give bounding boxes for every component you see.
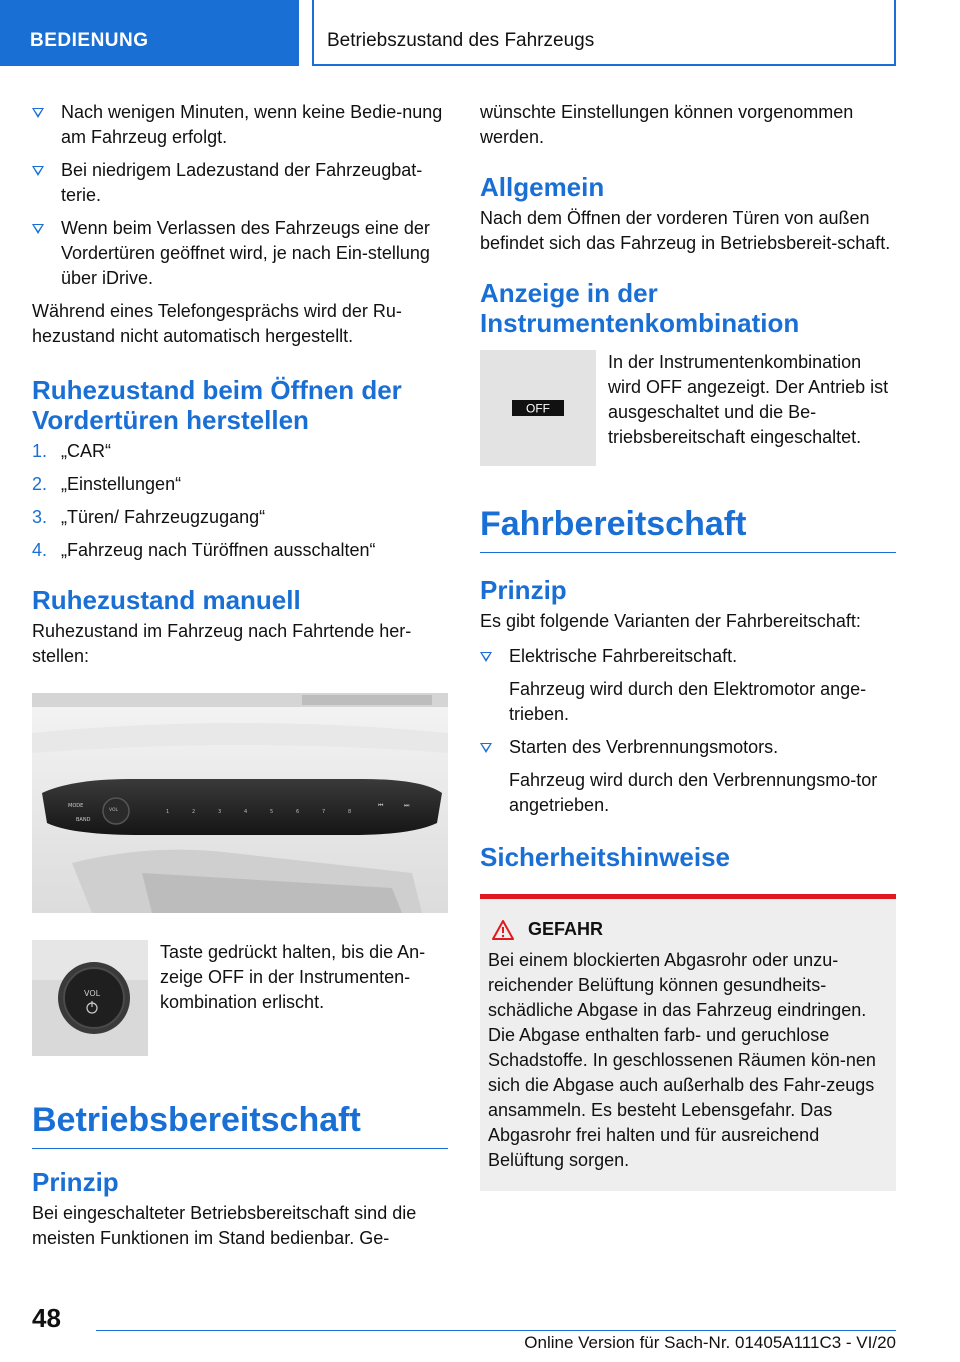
continued-text: wünschte Einstellungen können vorgenommen werden.	[480, 102, 854, 147]
heading-allgemein: Allgemein	[480, 172, 605, 202]
list-item: Elektrische Fahrbereitschaft. Fahrzeug wird durch den Elektromotor ange-trieben.	[480, 644, 896, 727]
warning-triangle-icon	[492, 920, 514, 940]
step-item: 3. „Türen/ Fahrzeugzugang“	[32, 507, 266, 527]
heading-open-doors: Ruhezustand beim Öffnen der Vordertüren herstellen	[32, 375, 402, 435]
mode-label: MODE	[68, 803, 84, 809]
prinzip-right-text: Es gibt folgende Varianten der Fahrbereitschaft:	[480, 611, 861, 631]
vol-button-photo	[32, 940, 148, 1056]
off-display-image	[480, 350, 596, 466]
danger-title: GEFAHR	[488, 919, 888, 940]
skip-back-icon: ⏮	[378, 803, 384, 809]
heading-betriebsbereitschaft: Betriebsbereitschaft	[32, 1100, 448, 1149]
right-column	[480, 100, 896, 1191]
vol-text: VOL	[84, 989, 101, 998]
bullet-triangle-icon	[480, 743, 492, 753]
button-caption: Taste gedrückt halten, bis die An-zeige OFF in der Instrumenten-kombination erlischt.	[160, 942, 426, 1012]
left-column	[32, 100, 448, 1257]
svg-text:7: 7	[322, 809, 326, 815]
heading-sicherheit: Sicherheitshinweise	[480, 842, 730, 872]
danger-box	[480, 894, 896, 1191]
bullet-triangle-icon	[32, 166, 44, 176]
bullet-triangle-icon	[32, 108, 44, 118]
page-number: 48	[32, 1303, 61, 1333]
list-item: Nach wenigen Minuten, wenn keine Bedie-nung am Fahrzeug erfolgt.	[32, 100, 448, 150]
allgemein-text: Nach dem Öffnen der vorderen Türen von außen befindet sich das Fahrzeug in Betriebsbereit-schaft.	[480, 208, 891, 253]
vol-label: VOL	[109, 808, 119, 813]
bullet-triangle-icon	[480, 652, 492, 662]
danger-text: Bei einem blockierten Abgasrohr oder unzu-reichender Belüftung können gesundheits-schädliche Abgase in das Fahrzeug eindringen. Die Abgase enthalten farb- und geruchlose Schadstoffe. In geschlossenen Räumen kön-nen sich die Abgase auch außerhalb des Fahr-zeugs ansammeln. Es besteht Lebensgefahr. Das Abgasrohr frei halten und für ausreichend Belüftung sorgen.	[488, 950, 876, 1170]
step-item: 4. „Fahrzeug nach Türöffnen ausschalten“	[32, 540, 376, 560]
variants-list	[480, 644, 896, 818]
anzeige-text: In der Instrumentenkombination wird OFF angezeigt. Der Antrieb ist ausgeschaltet und die Be-triebsbereitschaft eingeschaltet.	[608, 352, 889, 447]
off-display-row	[480, 350, 896, 466]
rest-conditions-list	[32, 100, 448, 291]
footer-divider	[96, 1330, 896, 1331]
svg-text:4: 4	[244, 809, 248, 815]
list-item: Starten des Verbrennungsmotors. Fahrzeug wird durch den Verbrennungsmo-tor angetrieben.	[480, 735, 896, 818]
off-indicator: OFF	[526, 401, 550, 416]
bullet-triangle-icon	[32, 224, 44, 234]
list-item: Wenn beim Verlassen des Fahrzeugs eine der Vordertüren geöffnet wird, je nach Ein-stellung über iDrive.	[32, 216, 448, 291]
chapter-title: Betriebszustand des Fahrzeugs	[312, 0, 896, 66]
svg-text:6: 6	[296, 809, 300, 815]
svg-text:2: 2	[192, 809, 196, 815]
heading-manual: Ruhezustand manuell	[32, 585, 301, 615]
console-photo	[32, 693, 448, 913]
footer-version: Online Version für Sach-Nr. 01405A111C3 - VI/20	[524, 1333, 896, 1352]
heading-prinzip-right: Prinzip	[480, 575, 567, 605]
step-item: 2. „Einstellungen“	[32, 474, 182, 494]
list-item: Bei niedrigem Ladezustand der Fahrzeugbat-terie.	[32, 158, 448, 208]
svg-text:3: 3	[218, 809, 222, 815]
section-label: BEDIENUNG	[0, 0, 299, 66]
page-header	[0, 0, 960, 66]
svg-text:5: 5	[270, 809, 274, 815]
manual-text: Ruhezustand im Fahrzeug nach Fahrtende her-stellen:	[32, 621, 412, 666]
heading-fahrbereitschaft: Fahrbereitschaft	[480, 504, 896, 553]
prinzip-left-text: Bei eingeschalteter Betriebsbereitschaft sind die meisten Funktionen im Stand bedienbar. Ge-	[32, 1203, 417, 1248]
band-label: BAND	[76, 817, 91, 823]
button-caption-row	[32, 940, 448, 1056]
heading-prinzip-left: Prinzip	[32, 1167, 119, 1197]
settings-steps	[32, 439, 448, 563]
skip-forward-icon: ⏭	[404, 803, 410, 809]
phone-note: Während eines Telefongesprächs wird der Ru-hezustand nicht automatisch hergestellt.	[32, 301, 402, 346]
svg-text:8: 8	[348, 809, 352, 815]
heading-anzeige: Anzeige in der Instrumentenkombination	[480, 278, 800, 338]
svg-text:1: 1	[166, 809, 170, 815]
step-item: 1. „CAR“	[32, 441, 111, 461]
